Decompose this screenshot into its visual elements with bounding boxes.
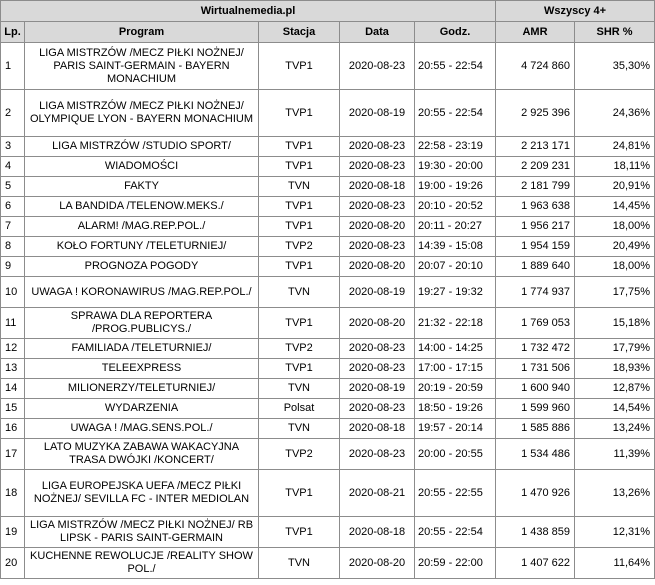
cell-godz: 20:07 - 20:10 xyxy=(415,257,496,277)
cell-stacja: TVN xyxy=(259,177,340,197)
cell-shr: 12,31% xyxy=(575,517,655,548)
cell-lp: 13 xyxy=(1,359,25,379)
cell-stacja: TVP1 xyxy=(259,157,340,177)
table-row xyxy=(1,177,655,197)
cell-godz: 20:10 - 20:52 xyxy=(415,197,496,217)
cell-data: 2020-08-18 xyxy=(340,177,415,197)
table-row xyxy=(1,470,655,517)
table-row xyxy=(1,217,655,237)
cell-lp: 5 xyxy=(1,177,25,197)
cell-shr: 24,36% xyxy=(575,90,655,137)
cell-godz: 19:00 - 19:26 xyxy=(415,177,496,197)
cell-stacja: TVP1 xyxy=(259,517,340,548)
table-row xyxy=(1,359,655,379)
cell-godz: 14:39 - 15:08 xyxy=(415,237,496,257)
table-row xyxy=(1,517,655,548)
cell-amr: 1 407 622 xyxy=(496,548,575,579)
cell-stacja: TVP2 xyxy=(259,439,340,470)
cell-program: TELEEXPRESS xyxy=(25,359,259,379)
cell-data: 2020-08-20 xyxy=(340,308,415,339)
cell-program: LIGA MISTRZÓW /MECZ PIŁKI NOŻNEJ/ PARIS SAINT-GERMAIN - BAYERN MONACHIUM xyxy=(25,43,259,90)
col-header-lp: Lp. xyxy=(1,22,25,43)
cell-data: 2020-08-19 xyxy=(340,277,415,308)
cell-lp: 4 xyxy=(1,157,25,177)
cell-data: 2020-08-21 xyxy=(340,470,415,517)
cell-data: 2020-08-20 xyxy=(340,217,415,237)
cell-shr: 18,00% xyxy=(575,217,655,237)
cell-data: 2020-08-23 xyxy=(340,237,415,257)
cell-lp: 17 xyxy=(1,439,25,470)
table-row xyxy=(1,419,655,439)
cell-program: KOŁO FORTUNY /TELETURNIEJ/ xyxy=(25,237,259,257)
cell-amr: 1 731 506 xyxy=(496,359,575,379)
col-header-stacja: Stacja xyxy=(259,22,340,43)
cell-amr: 1 600 940 xyxy=(496,379,575,399)
source-title: Wirtualnemedia.pl xyxy=(1,1,496,22)
cell-godz: 20:55 - 22:54 xyxy=(415,517,496,548)
cell-program: WYDARZENIA xyxy=(25,399,259,419)
cell-program: FAKTY xyxy=(25,177,259,197)
cell-lp: 7 xyxy=(1,217,25,237)
cell-shr: 24,81% xyxy=(575,137,655,157)
cell-godz: 20:59 - 22:00 xyxy=(415,548,496,579)
cell-amr: 1 954 159 xyxy=(496,237,575,257)
cell-data: 2020-08-23 xyxy=(340,359,415,379)
cell-data: 2020-08-23 xyxy=(340,339,415,359)
col-header-godz: Godz. xyxy=(415,22,496,43)
cell-shr: 17,75% xyxy=(575,277,655,308)
cell-amr: 1 732 472 xyxy=(496,339,575,359)
table-row xyxy=(1,257,655,277)
cell-lp: 11 xyxy=(1,308,25,339)
cell-amr: 1 956 217 xyxy=(496,217,575,237)
cell-lp: 19 xyxy=(1,517,25,548)
cell-stacja: TVP1 xyxy=(259,359,340,379)
cell-godz: 19:57 - 20:14 xyxy=(415,419,496,439)
cell-lp: 18 xyxy=(1,470,25,517)
cell-amr: 2 925 396 xyxy=(496,90,575,137)
cell-lp: 12 xyxy=(1,339,25,359)
table-row xyxy=(1,43,655,90)
cell-program: WIADOMOŚCI xyxy=(25,157,259,177)
col-header-shr: SHR % xyxy=(575,22,655,43)
cell-lp: 16 xyxy=(1,419,25,439)
cell-lp: 1 xyxy=(1,43,25,90)
cell-data: 2020-08-19 xyxy=(340,90,415,137)
table-row xyxy=(1,197,655,217)
cell-godz: 20:00 - 20:55 xyxy=(415,439,496,470)
cell-stacja: TVP1 xyxy=(259,43,340,90)
cell-program: LIGA MISTRZÓW /STUDIO SPORT/ xyxy=(25,137,259,157)
cell-godz: 14:00 - 14:25 xyxy=(415,339,496,359)
cell-godz: 20:55 - 22:54 xyxy=(415,90,496,137)
cell-godz: 21:32 - 22:18 xyxy=(415,308,496,339)
cell-lp: 6 xyxy=(1,197,25,217)
cell-amr: 2 209 231 xyxy=(496,157,575,177)
cell-amr: 1 769 053 xyxy=(496,308,575,339)
cell-amr: 1 889 640 xyxy=(496,257,575,277)
table-row xyxy=(1,308,655,339)
table-row xyxy=(1,277,655,308)
cell-lp: 14 xyxy=(1,379,25,399)
cell-amr: 1 585 886 xyxy=(496,419,575,439)
cell-program: LATO MUZYKA ZABAWA WAKACYJNA TRASA DWÓJKI /KONCERT/ xyxy=(25,439,259,470)
cell-stacja: Polsat xyxy=(259,399,340,419)
header-row-top xyxy=(1,1,655,22)
cell-godz: 20:19 - 20:59 xyxy=(415,379,496,399)
cell-shr: 13,24% xyxy=(575,419,655,439)
cell-program: KUCHENNE REWOLUCJE /REALITY SHOW POL./ xyxy=(25,548,259,579)
cell-stacja: TVP1 xyxy=(259,257,340,277)
cell-amr: 1 470 926 xyxy=(496,470,575,517)
cell-shr: 35,30% xyxy=(575,43,655,90)
cell-godz: 20:55 - 22:54 xyxy=(415,43,496,90)
col-header-data: Data xyxy=(340,22,415,43)
cell-data: 2020-08-23 xyxy=(340,137,415,157)
cell-stacja: TVP1 xyxy=(259,90,340,137)
table-row xyxy=(1,90,655,137)
cell-data: 2020-08-23 xyxy=(340,439,415,470)
cell-data: 2020-08-23 xyxy=(340,157,415,177)
cell-program: SPRAWA DLA REPORTERA /PROG.PUBLICYS./ xyxy=(25,308,259,339)
cell-lp: 10 xyxy=(1,277,25,308)
cell-stacja: TVP1 xyxy=(259,217,340,237)
cell-amr: 4 724 860 xyxy=(496,43,575,90)
table-row xyxy=(1,137,655,157)
cell-amr: 2 213 171 xyxy=(496,137,575,157)
cell-shr: 11,39% xyxy=(575,439,655,470)
cell-stacja: TVN xyxy=(259,548,340,579)
cell-stacja: TVN xyxy=(259,419,340,439)
cell-stacja: TVP2 xyxy=(259,339,340,359)
cell-shr: 14,54% xyxy=(575,399,655,419)
cell-godz: 20:11 - 20:27 xyxy=(415,217,496,237)
cell-godz: 19:30 - 20:00 xyxy=(415,157,496,177)
cell-program: FAMILIADA /TELETURNIEJ/ xyxy=(25,339,259,359)
table-row xyxy=(1,439,655,470)
cell-lp: 8 xyxy=(1,237,25,257)
cell-data: 2020-08-23 xyxy=(340,399,415,419)
cell-godz: 22:58 - 23:19 xyxy=(415,137,496,157)
cell-stacja: TVP1 xyxy=(259,197,340,217)
cell-stacja: TVP2 xyxy=(259,237,340,257)
cell-lp: 20 xyxy=(1,548,25,579)
cell-program: LIGA EUROPEJSKA UEFA /MECZ PIŁKI NOŻNEJ/ SEVILLA FC - INTER MEDIOLAN xyxy=(25,470,259,517)
cell-program: ALARM! /MAG.REP.POL./ xyxy=(25,217,259,237)
cell-godz: 19:27 - 19:32 xyxy=(415,277,496,308)
cell-lp: 3 xyxy=(1,137,25,157)
cell-program: MILIONERZY/TELETURNIEJ/ xyxy=(25,379,259,399)
cell-program: LIGA MISTRZÓW /MECZ PIŁKI NOŻNEJ/ RB LIPSK - PARIS SAINT-GERMAIN xyxy=(25,517,259,548)
audience-title: Wszyscy 4+ xyxy=(496,1,655,22)
col-header-program: Program xyxy=(25,22,259,43)
col-header-amr: AMR xyxy=(496,22,575,43)
cell-lp: 2 xyxy=(1,90,25,137)
cell-stacja: TVN xyxy=(259,379,340,399)
cell-shr: 17,79% xyxy=(575,339,655,359)
cell-data: 2020-08-18 xyxy=(340,517,415,548)
cell-amr: 1 774 937 xyxy=(496,277,575,308)
cell-shr: 18,00% xyxy=(575,257,655,277)
cell-amr: 2 181 799 xyxy=(496,177,575,197)
cell-data: 2020-08-23 xyxy=(340,197,415,217)
cell-stacja: TVP1 xyxy=(259,308,340,339)
cell-data: 2020-08-19 xyxy=(340,379,415,399)
cell-shr: 11,64% xyxy=(575,548,655,579)
table-row xyxy=(1,237,655,257)
header-row-columns xyxy=(1,22,655,43)
cell-shr: 14,45% xyxy=(575,197,655,217)
cell-lp: 15 xyxy=(1,399,25,419)
cell-godz: 17:00 - 17:15 xyxy=(415,359,496,379)
cell-data: 2020-08-20 xyxy=(340,257,415,277)
cell-shr: 20,49% xyxy=(575,237,655,257)
cell-lp: 9 xyxy=(1,257,25,277)
cell-amr: 1 963 638 xyxy=(496,197,575,217)
cell-amr: 1 534 486 xyxy=(496,439,575,470)
table-row xyxy=(1,548,655,579)
table-row xyxy=(1,399,655,419)
cell-shr: 12,87% xyxy=(575,379,655,399)
cell-data: 2020-08-20 xyxy=(340,548,415,579)
cell-program: PROGNOZA POGODY xyxy=(25,257,259,277)
table-row xyxy=(1,379,655,399)
cell-shr: 13,26% xyxy=(575,470,655,517)
cell-program: LIGA MISTRZÓW /MECZ PIŁKI NOŻNEJ/ OLYMPIQUE LYON - BAYERN MONACHIUM xyxy=(25,90,259,137)
cell-amr: 1 438 859 xyxy=(496,517,575,548)
cell-shr: 18,93% xyxy=(575,359,655,379)
cell-amr: 1 599 960 xyxy=(496,399,575,419)
table-row xyxy=(1,157,655,177)
cell-program: UWAGA ! KORONAWIRUS /MAG.REP.POL./ xyxy=(25,277,259,308)
cell-stacja: TVP1 xyxy=(259,470,340,517)
table-row xyxy=(1,339,655,359)
cell-godz: 18:50 - 19:26 xyxy=(415,399,496,419)
cell-shr: 20,91% xyxy=(575,177,655,197)
cell-shr: 18,11% xyxy=(575,157,655,177)
cell-stacja: TVP1 xyxy=(259,137,340,157)
cell-godz: 20:55 - 22:55 xyxy=(415,470,496,517)
cell-data: 2020-08-18 xyxy=(340,419,415,439)
cell-stacja: TVN xyxy=(259,277,340,308)
cell-shr: 15,18% xyxy=(575,308,655,339)
cell-program: LA BANDIDA /TELENOW.MEKS./ xyxy=(25,197,259,217)
cell-program: UWAGA ! /MAG.SENS.POL./ xyxy=(25,419,259,439)
cell-data: 2020-08-23 xyxy=(340,43,415,90)
